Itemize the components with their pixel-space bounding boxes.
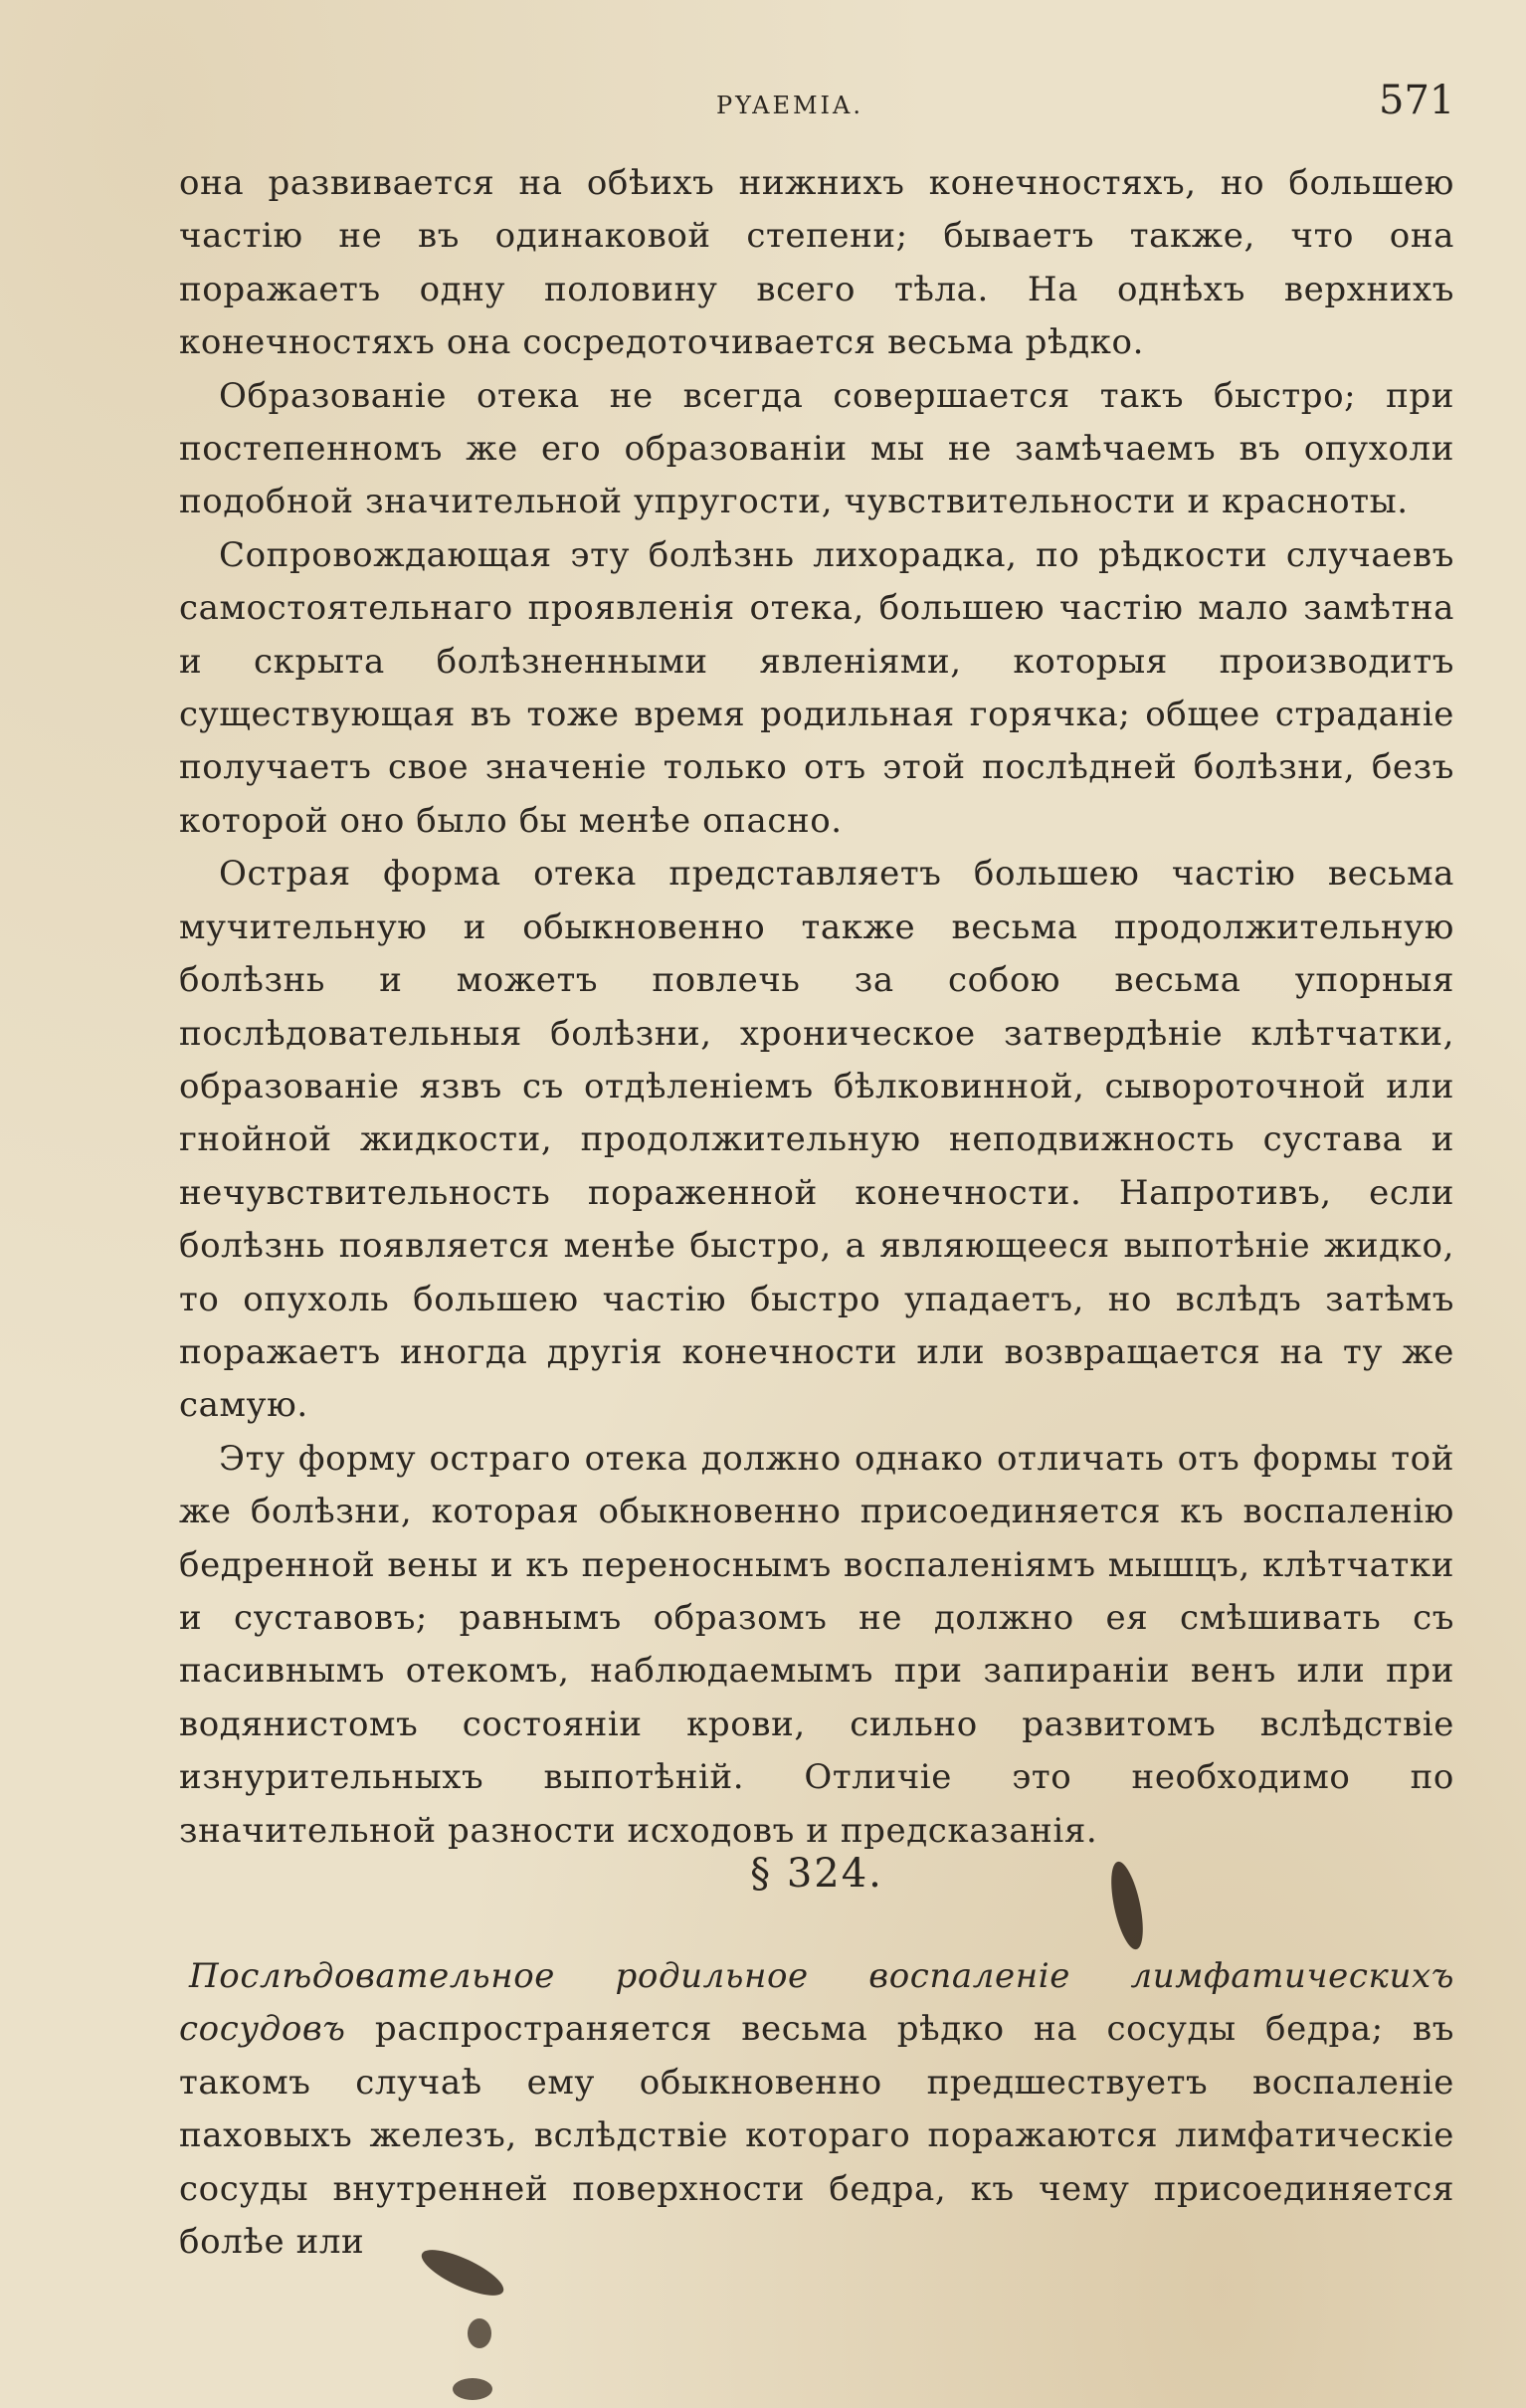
ink-stain <box>453 2378 492 2400</box>
ink-stain <box>468 2318 491 2348</box>
section-paragraph <box>179 1950 1454 2269</box>
paragraph-3: Сопровождающая эту болѣзнь лихорадка, по рѣдкости случаевъ самостоятельнаго проявленія отека, большею частію мало замѣтна и скрыта болѣзненными явленіями, которыя производитъ существующая въ тоже время родильная горячка; общее страданіе получаетъ свое значеніе только отъ этой послѣдней болѣзни, безъ которой оно было бы менѣе опасно. <box>179 534 1454 841</box>
section-text <box>179 1950 1454 2269</box>
section-heading: § 324. <box>750 1851 883 1897</box>
paragraph-4: Острая форма отека представляетъ большею частію весьма мучительную и обыкновенно также весьма продолжительную болѣзнь и можетъ повлечь за собою весьма упорныя послѣдовательныя болѣзни, хроническое затвердѣніе клѣтчатки, образованіе язвъ съ отдѣленіемъ бѣлковинной, сывороточной или гнойной жидкости, продолжительную неподвижность сустава и нечувствительность пораженной конечности. Напротивъ, если болѣзнь появляется менѣе быстро, а являющееся выпотѣніе жидко, то опухоль большею частію быстро упадаетъ, но вслѣдъ затѣмъ поражаетъ иногда другія конечности или возвращается на ту же самую. <box>179 854 1454 1426</box>
section-lead-italic: Послѣдовательное родильное воспаленіе лимфатическихъ сосудовъ <box>179 1956 1454 2050</box>
paragraph-2: Образованіе отека не всегда совершается такъ быстро; при постепенномъ же его образованіи мы не замѣчаемъ въ опухоли подобной значительной упругости, чувствительности и красноты. <box>179 375 1454 522</box>
paragraph-5: Эту форму остраго отека должно однако отличать отъ формы той же болѣзни, которая обыкновенно присоединяется къ воспаленію бедренной вены и къ переноснымъ воспаленіямъ мышцъ, клѣтчатки и суставовъ; равнымъ образомъ не должно ея смѣшивать съ пасивнымъ отекомъ, наблюдаемымъ при запираніи венъ или при водянистомъ состояніи крови, сильно развитомъ вслѣдствіе изнурительныхъ выпотѣній. Отличіе это необходимо по значительной разности исходовъ и предсказанія. <box>179 1438 1454 1851</box>
page-number: 571 <box>1379 78 1455 123</box>
running-title: PYAEMIA. <box>716 92 863 119</box>
paragraph-1: она развивается на обѣихъ нижнихъ конечностяхъ, но большею частію не въ одинаковой степени; бываетъ также, что она поражаетъ одну половину всего тѣла. На однѣхъ верхнихъ конечностяхъ она сосредоточивается весьма рѣдко. <box>179 163 1454 363</box>
running-head <box>0 78 1526 127</box>
section-body: распространяется весьма рѣдко на сосуды бедра; въ такомъ случаѣ ему обыкновенно предшествуетъ воспаленіе паховыхъ железъ, вслѣдствіе котораго поражаются лимфатическіе сосуды внутренней поверхности бедра, къ чему присоединяется болѣе или <box>179 2009 1454 2263</box>
body-text <box>179 157 1454 1858</box>
